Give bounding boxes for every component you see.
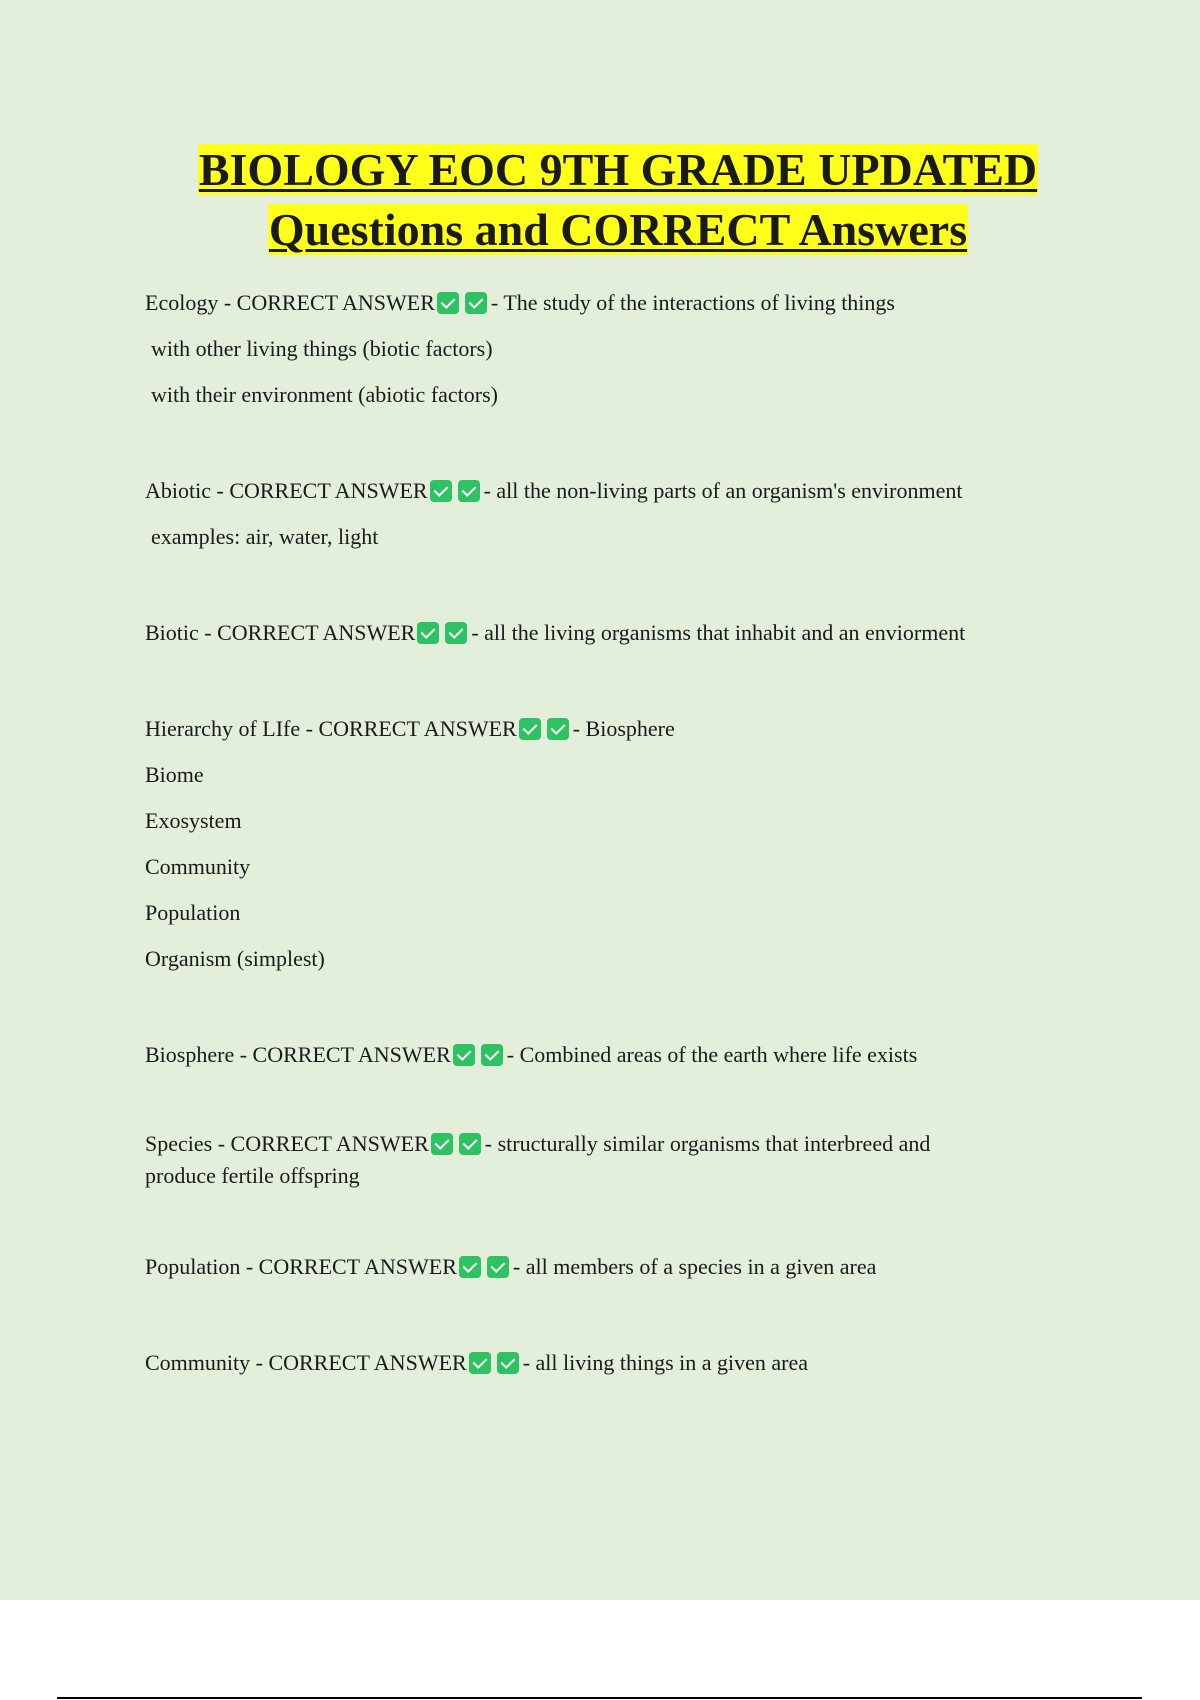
qa-entry-hierarchy-of-life [145,706,1075,982]
entry-term: Biotic - CORRECT ANSWER [145,620,416,645]
entry-term: Population - CORRECT ANSWER [145,1254,457,1279]
qa-entry-ecology [145,280,1075,418]
entry-extra-line: produce fertile offspring [145,1163,360,1188]
document-title [0,140,1200,260]
entry-extra-line: with other living things (biotic factors) [151,336,493,361]
entry-definition: - The study of the interactions of living things [490,290,895,315]
entry-term: Abiotic - CORRECT ANSWER [145,478,428,503]
entry-term: Biosphere - CORRECT ANSWER [145,1042,451,1067]
check-icon [487,1256,509,1278]
entry-definition: - all living things in a given area [522,1350,808,1375]
qa-entry-species [145,1128,1075,1192]
check-icon [469,1352,491,1374]
qa-entry-population [145,1244,1075,1290]
entry-extra-line: Exosystem [145,808,242,833]
entry-extra-line: Community [145,854,251,879]
check-icon [430,480,452,502]
check-icon [417,622,439,644]
entry-term: Community - CORRECT ANSWER [145,1350,467,1375]
qa-list [145,280,1075,1386]
qa-entry-biosphere [145,1032,1075,1078]
entry-term: Ecology - CORRECT ANSWER [145,290,435,315]
qa-entry-biotic [145,610,1075,656]
entry-extra-line: Population [145,900,241,925]
entry-term: Species - CORRECT ANSWER [145,1131,429,1156]
qa-entry-community [145,1340,1075,1386]
check-icon [445,622,467,644]
entry-extra-line: with their environment (abiotic factors) [151,382,498,407]
entry-definition: - Biosphere [572,716,675,741]
footer-divider [57,1697,1142,1699]
entry-extra-line: Biome [145,762,204,787]
entry-term: Hierarchy of LIfe - CORRECT ANSWER [145,716,517,741]
check-icon [453,1044,475,1066]
qa-entry-abiotic [145,468,1075,560]
check-icon [459,1256,481,1278]
entry-definition: - structurally similar organisms that interbreed and [484,1131,931,1156]
check-icon [431,1133,453,1155]
check-icon [458,480,480,502]
entry-extra-line: examples: air, water, light [151,524,379,549]
check-icon [437,292,459,314]
title-line-2: Questions and CORRECT Answers [268,204,968,255]
check-icon [547,718,569,740]
entry-extra-line: Organism (simplest) [145,946,325,971]
check-icon [497,1352,519,1374]
entry-definition: - all the non-living parts of an organism's environment [483,478,963,503]
check-icon [481,1044,503,1066]
check-icon [465,292,487,314]
title-line-1: BIOLOGY EOC 9TH GRADE UPDATED [198,144,1038,195]
entry-definition: - all members of a species in a given area [512,1254,877,1279]
check-icon [459,1133,481,1155]
entry-definition: - Combined areas of the earth where life exists [506,1042,918,1067]
entry-definition: - all the living organisms that inhabit and an enviorment [471,620,966,645]
check-icon [519,718,541,740]
